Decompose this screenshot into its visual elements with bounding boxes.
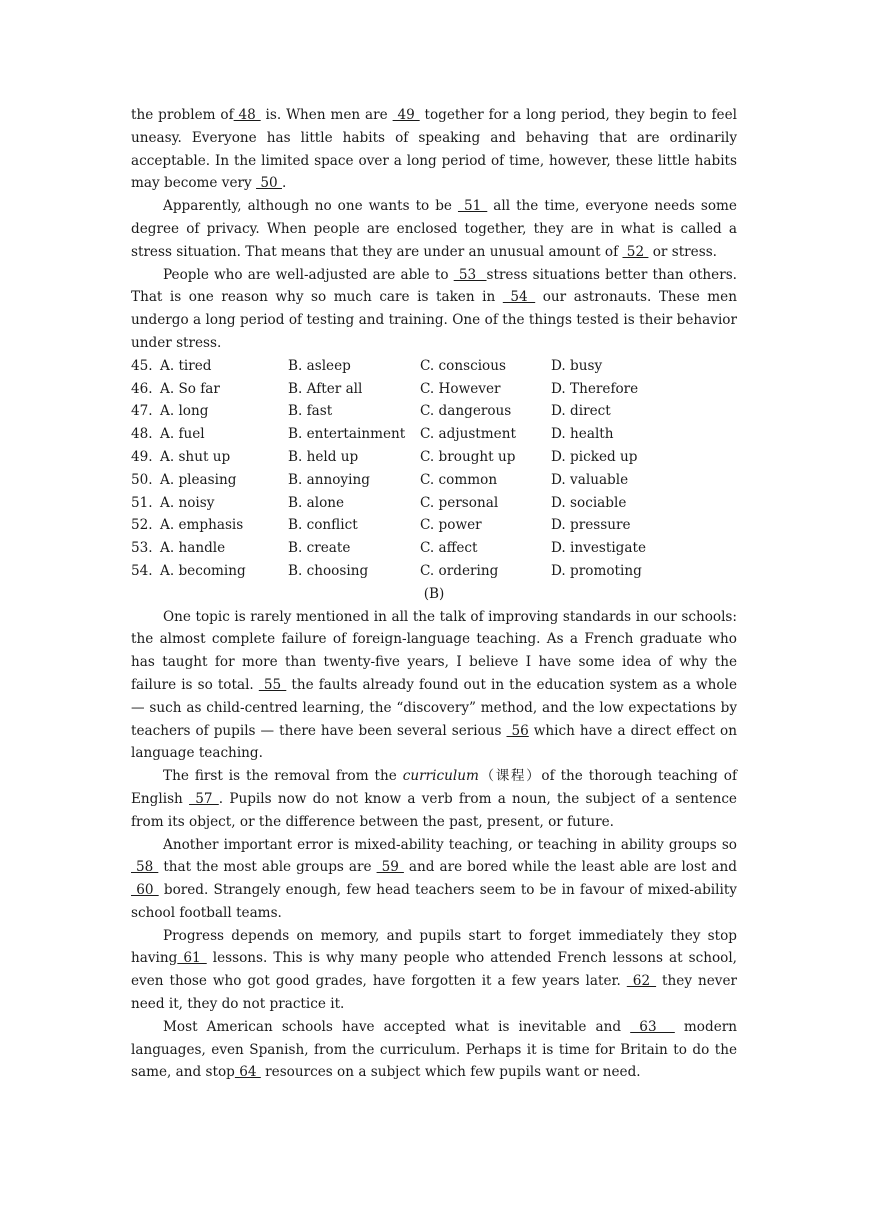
passage-text: People who are well-adjusted are able to <box>163 266 454 283</box>
question-number: 46. <box>131 380 153 397</box>
option-b: B. asleep <box>288 357 351 374</box>
option-a: A. tired <box>160 357 212 374</box>
question-number: 48. <box>131 426 153 443</box>
exam-page <box>131 104 737 1084</box>
italic-term: curriculum <box>402 768 479 785</box>
passage-text: is. When men are <box>260 107 393 123</box>
passage-text: . <box>281 175 287 192</box>
option-a: A. handle <box>160 540 226 557</box>
passage-text: that the most able groups are <box>158 859 377 876</box>
answer-blank: 64 <box>234 1064 261 1081</box>
passage-text: stress situations better than others. That is one reason why so much care is taken in <box>131 266 738 306</box>
answer-blank: 61 <box>177 950 207 967</box>
passage-text: lessons. This is why many people who attended French lessons at school, even those who got good grades, have forgotten it a few years later. <box>131 950 737 990</box>
answer-blank: 63 <box>630 1018 675 1035</box>
option-d: D. promoting <box>551 562 642 579</box>
question-number: 50. <box>131 471 153 488</box>
option-row-52 <box>131 514 737 537</box>
option-b: B. conflict <box>288 517 358 534</box>
passage-b-paragraph-1 <box>131 606 737 766</box>
option-b: B. choosing <box>288 562 369 579</box>
option-row-54 <box>131 560 737 583</box>
option-d: D. direct <box>551 403 611 420</box>
option-a: A. becoming <box>160 562 246 579</box>
passage-text: the faults already found out in the education system as a whole — such as child-centred learning, the “discovery” method, and the low expectations by teachers of pupils — there have been several serious <box>131 676 737 739</box>
passage-text: or stress. <box>648 243 718 260</box>
option-a: A. noisy <box>160 494 215 511</box>
section-b-heading: (B) <box>423 585 445 602</box>
option-d: D. valuable <box>551 471 629 488</box>
question-number: 51. <box>131 494 153 511</box>
answer-blank: 60 <box>131 882 159 899</box>
option-c: C. personal <box>420 494 499 511</box>
option-c: C. adjustment <box>420 426 516 443</box>
option-c: C. conscious <box>420 357 506 374</box>
option-c: C. power <box>420 517 482 534</box>
option-row-47 <box>131 400 737 423</box>
passage-a-paragraph-3 <box>131 264 737 355</box>
passage-text: modern languages, even Spanish, from the curriculum. Perhaps it is time for Britain to do the same, and stop <box>131 1018 737 1081</box>
passage-b-paragraph-3 <box>131 834 737 925</box>
passage-text: which have a direct effect on language teaching. <box>131 722 737 762</box>
answer-options <box>131 355 737 583</box>
option-c: C. ordering <box>420 562 499 579</box>
option-a: A. long <box>160 403 209 420</box>
question-number: 45. <box>131 357 153 374</box>
answer-blank: 56 <box>506 722 529 739</box>
option-c: C. common <box>420 471 498 488</box>
passage-text: our astronauts. These men undergo a long period of testing and training. One of the things tested is their behavior under stress. <box>131 289 737 351</box>
option-a: A. emphasis <box>160 517 244 534</box>
answer-blank: 51 <box>457 198 488 215</box>
passage-b-paragraph-5 <box>131 1016 737 1084</box>
option-c: C. However <box>420 380 501 397</box>
answer-blank: 49 <box>392 107 420 123</box>
passage-a-paragraph-2 <box>131 195 737 263</box>
option-d: D. picked up <box>551 448 638 465</box>
option-row-45 <box>131 355 737 378</box>
option-c: C. dangerous <box>420 403 512 420</box>
passage-text: Most American schools have accepted what is inevitable and <box>163 1018 631 1035</box>
option-d: D. sociable <box>551 494 627 511</box>
option-row-53 <box>131 537 737 560</box>
option-a: A. fuel <box>160 426 205 443</box>
passage-text: bored. Strangely enough, few head teachers seem to be in favour of mixed-ability school football teams. <box>131 882 737 921</box>
answer-blank: 50 <box>256 175 282 192</box>
question-number: 54. <box>131 562 153 579</box>
passage-text: Apparently, although no one wants to be <box>163 198 458 215</box>
answer-blank: 55 <box>258 676 287 693</box>
passage-text: they never need it, they do not practice it. <box>131 973 737 1013</box>
passage-b-paragraph-4 <box>131 925 737 1016</box>
option-a: A. So far <box>160 380 220 397</box>
passage-text: Another important error is mixed-ability teaching, or teaching in ability groups so <box>163 836 737 853</box>
answer-blank: 59 <box>376 859 404 876</box>
option-a: A. pleasing <box>160 471 237 488</box>
option-d: D. pressure <box>551 517 631 534</box>
passage-text: One topic is rarely mentioned in all the talk of improving standards in our schools: the almost complete failure of foreign-language teaching. As a French graduate who has taught for more than twenty-five years, I believe I have some idea of why the failure is so total. <box>131 608 737 693</box>
option-b: B. create <box>288 540 351 557</box>
option-row-51 <box>131 492 737 515</box>
option-d: D. Therefore <box>551 380 639 397</box>
answer-blank: 62 <box>626 973 657 990</box>
answer-blank: 58 <box>131 859 159 876</box>
question-number: 52. <box>131 517 153 534</box>
option-d: D. busy <box>551 357 603 374</box>
passage-a-paragraph-1 <box>131 104 737 195</box>
option-b: B. After all <box>288 380 363 397</box>
answer-blank: 54 <box>502 289 536 306</box>
option-row-50 <box>131 469 737 492</box>
passage-text: The first is the removal from the <box>163 768 403 785</box>
option-b: B. held up <box>288 448 359 465</box>
passage-text: Progress depends on memory, and pupils start to forget immediately they stop having <box>131 927 737 967</box>
passage-text: and are bored while the least able are lost and <box>403 859 737 876</box>
passage-text: together for a long period, they begin to feel uneasy. Everyone has little habits of speaking and behaving that are ordinarily acceptable. In the limited space over a long period of time, however, these little habits may become very <box>131 107 737 192</box>
passage-text: （课程）of the thorough teaching of English <box>131 768 737 807</box>
passage-text: all the time, everyone needs some degree of privacy. When people are enclosed together, they are in what is called a stress situation. That means that they are under an unusual amount of <box>131 198 737 260</box>
option-a: A. shut up <box>160 448 231 465</box>
option-row-49 <box>131 446 737 469</box>
option-b: B. annoying <box>288 471 370 488</box>
question-number: 53. <box>131 540 153 557</box>
option-row-48 <box>131 423 737 446</box>
passage-b-paragraph-2 <box>131 765 737 833</box>
option-b: B. entertainment <box>288 426 406 443</box>
question-number: 47. <box>131 403 153 420</box>
answer-blank: 48 <box>233 107 261 123</box>
option-b: B. fast <box>288 403 333 420</box>
answer-blank: 52 <box>622 243 649 260</box>
question-number: 49. <box>131 448 153 465</box>
passage-text: the problem of <box>131 107 234 123</box>
answer-blank: 53 <box>453 266 487 283</box>
passage-text: resources on a subject which few pupils want or need. <box>260 1064 641 1081</box>
option-c: C. affect <box>420 540 478 557</box>
option-c: C. brought up <box>420 448 516 465</box>
passage-text: . Pupils now do not know a verb from a noun, the subject of a sentence from its object, or the difference between the past, present, or future. <box>131 790 737 830</box>
option-d: D. investigate <box>551 540 646 557</box>
option-row-46 <box>131 378 737 401</box>
option-b: B. alone <box>288 494 345 511</box>
answer-blank: 57 <box>189 790 219 807</box>
option-d: D. health <box>551 426 614 443</box>
